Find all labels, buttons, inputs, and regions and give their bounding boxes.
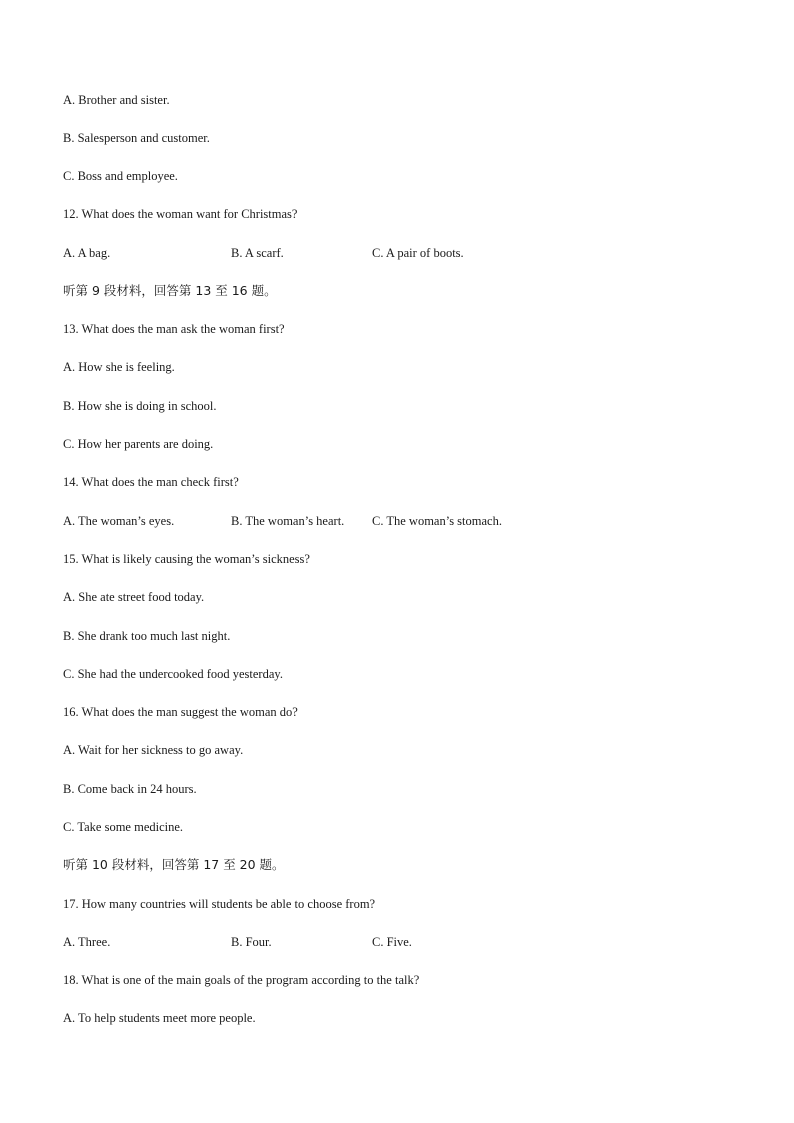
- q12-option-b: B. A scarf.: [231, 246, 284, 260]
- q14-option-c: C. The woman’s stomach.: [372, 514, 502, 528]
- q14-options: [63, 513, 763, 529]
- q16-question: 16. What does the man suggest the woman do?: [63, 705, 298, 719]
- q14-option-b: B. The woman’s heart.: [231, 514, 345, 528]
- q12-options: [63, 245, 763, 261]
- q17-options: [63, 934, 763, 950]
- q16-option-a: A. Wait for her sickness to go away.: [63, 743, 244, 757]
- q15-option-a: A. She ate street food today.: [63, 590, 205, 604]
- q18-question: 18. What is one of the main goals of the program according to the talk?: [63, 973, 420, 987]
- q17-option-a: A. Three.: [63, 935, 111, 949]
- q13-option-c: C. How her parents are doing.: [63, 437, 214, 451]
- q16-option-b: B. Come back in 24 hours.: [63, 782, 197, 796]
- q15-question: 15. What is likely causing the woman’s sickness?: [63, 552, 310, 566]
- q17-option-c: C. Five.: [372, 935, 412, 949]
- q12-option-c: C. A pair of boots.: [372, 246, 464, 260]
- q11-option-b: B. Salesperson and customer.: [63, 131, 210, 145]
- q15-option-c: C. She had the undercooked food yesterday.: [63, 667, 283, 681]
- q13-option-a: A. How she is feeling.: [63, 360, 175, 374]
- q16-option-c: C. Take some medicine.: [63, 820, 184, 834]
- q11-option-c: C. Boss and employee.: [63, 169, 178, 183]
- q17-question: 17. How many countries will students be able to choose from?: [63, 897, 376, 911]
- q12-question: 12. What does the woman want for Christmas?: [63, 207, 298, 221]
- q14-option-a: A. The woman’s eyes.: [63, 514, 175, 528]
- q13-option-b: B. How she is doing in school.: [63, 399, 217, 413]
- q12-option-a: A. A bag.: [63, 246, 111, 260]
- section-10-heading: 听第 10 段材料，回答第 17 至 20 题。: [63, 857, 285, 872]
- section-9-heading: 听第 9 段材料，回答第 13 至 16 题。: [63, 283, 277, 298]
- q15-option-b: B. She drank too much last night.: [63, 629, 231, 643]
- q17-option-b: B. Four.: [231, 935, 272, 949]
- q14-question: 14. What does the man check first?: [63, 475, 239, 489]
- q11-option-a: A. Brother and sister.: [63, 93, 170, 107]
- q18-option-a: A. To help students meet more people.: [63, 1011, 256, 1025]
- q13-question: 13. What does the man ask the woman first?: [63, 322, 285, 336]
